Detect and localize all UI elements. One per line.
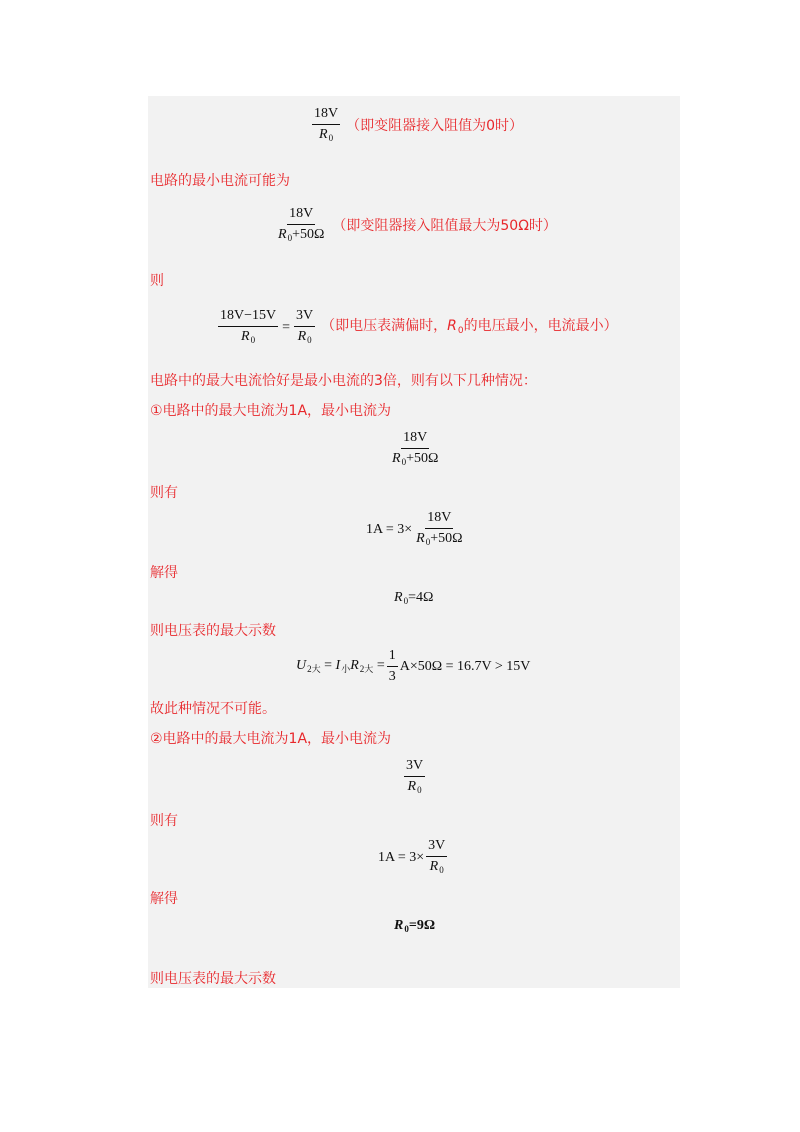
text-line: 解得: [150, 565, 178, 581]
fraction-numerator: 18V−15V: [218, 308, 278, 327]
formula-voltage-ratio: [216, 308, 618, 348]
fraction: [404, 758, 425, 798]
var-r: R: [394, 918, 404, 933]
equals-sign: =: [320, 658, 336, 673]
sub-0: 0: [404, 924, 409, 934]
text-line: ②电路中的最大电流为1A，最小电流为: [150, 731, 392, 747]
text-line: 则电压表的最大示数: [150, 623, 276, 639]
sub-i: 小: [341, 664, 351, 674]
note-text: （即变阻器接入阻值为0时）: [346, 118, 524, 134]
fraction-numerator: 18V: [287, 206, 315, 225]
formula-min-current: [274, 206, 557, 246]
formula-equation: [366, 510, 467, 550]
result-value: =9Ω: [408, 918, 436, 933]
formula-min-current: [402, 758, 427, 798]
den-rest: +50Ω: [292, 227, 325, 242]
text-line: 则电压表的最大示数: [150, 971, 276, 987]
lhs: 1A = 3×: [366, 522, 413, 537]
text-line: 则: [150, 273, 164, 289]
fraction: [387, 648, 398, 685]
result-r0: [394, 590, 433, 606]
fraction-numerator: 3V: [404, 758, 425, 777]
fraction: [218, 308, 278, 348]
sub-u: 2大: [307, 664, 321, 674]
fraction-numerator: 3V: [426, 838, 447, 857]
var-r: R: [407, 779, 417, 794]
text-line: 则有: [150, 813, 178, 829]
text-line: 解得: [150, 891, 178, 907]
formula-min-current: [388, 430, 442, 470]
sub-0: 0: [417, 785, 422, 795]
text-line: 电路的最小电流可能为: [150, 173, 290, 189]
note-part: 的电压最小，电流最小）: [463, 317, 618, 334]
text-line: 则有: [150, 485, 178, 501]
var-r: R: [297, 329, 307, 344]
text-line: 电路中的最大电流恰好是最小电流的3倍，则有以下几种情况：: [150, 373, 537, 389]
note-part: （即电压表满偏时，: [321, 317, 448, 334]
fraction-numerator: 3V: [294, 308, 315, 327]
var-r: R: [416, 531, 425, 546]
equals-sign: =: [282, 320, 291, 335]
fraction: [426, 838, 447, 878]
formula-rest: A×50Ω = 16.7V > 15V: [399, 658, 531, 674]
fraction-numerator: 1: [387, 648, 398, 667]
text-line: ①电路中的最大电流为1A，最小电流为: [150, 403, 392, 419]
sub-0: 0: [425, 537, 431, 547]
note-text: （即变阻器接入阻值最大为50Ω时）: [332, 218, 557, 234]
formula-equation: [378, 838, 449, 878]
fraction-denominator: 3: [388, 669, 396, 684]
note-sub: 0: [457, 325, 464, 336]
fraction: [276, 206, 326, 246]
var-r: R: [319, 127, 328, 142]
fraction: [414, 510, 464, 550]
var-r: R: [392, 451, 401, 466]
var-r: R: [429, 859, 439, 874]
note-text: [321, 317, 617, 340]
den-rest: +50Ω: [406, 451, 439, 466]
lhs: 1A = 3×: [378, 850, 425, 865]
result-value: =4Ω: [408, 590, 434, 605]
sub-0: 0: [307, 335, 312, 345]
sub-0: 0: [439, 865, 444, 875]
fraction-numerator: 18V: [425, 510, 453, 529]
fraction: [312, 106, 340, 146]
text-line: 故此种情况不可能。: [150, 701, 276, 717]
sub-0: 0: [401, 457, 407, 467]
fraction-numerator: 18V: [401, 430, 429, 449]
note-var: R: [447, 317, 457, 334]
sub-r: 2大: [359, 664, 374, 674]
formula-max-current: [310, 106, 523, 146]
sub-0: 0: [403, 596, 409, 606]
var-r: R: [350, 658, 359, 673]
sub-0: 0: [287, 233, 293, 243]
var-u: U: [296, 658, 307, 673]
fraction-numerator: 18V: [312, 106, 340, 125]
equals-sign: =: [373, 658, 385, 673]
var-r: R: [278, 227, 287, 242]
result-r0: [394, 918, 435, 934]
var-i: I: [335, 658, 341, 673]
formula-voltage-check: [296, 648, 530, 685]
sub-0: 0: [250, 335, 256, 345]
fraction: [294, 308, 315, 348]
sub-0: 0: [328, 133, 334, 143]
var-r: R: [394, 590, 403, 605]
den-rest: +50Ω: [430, 531, 463, 546]
var-r: R: [241, 329, 250, 344]
fraction: [390, 430, 440, 470]
